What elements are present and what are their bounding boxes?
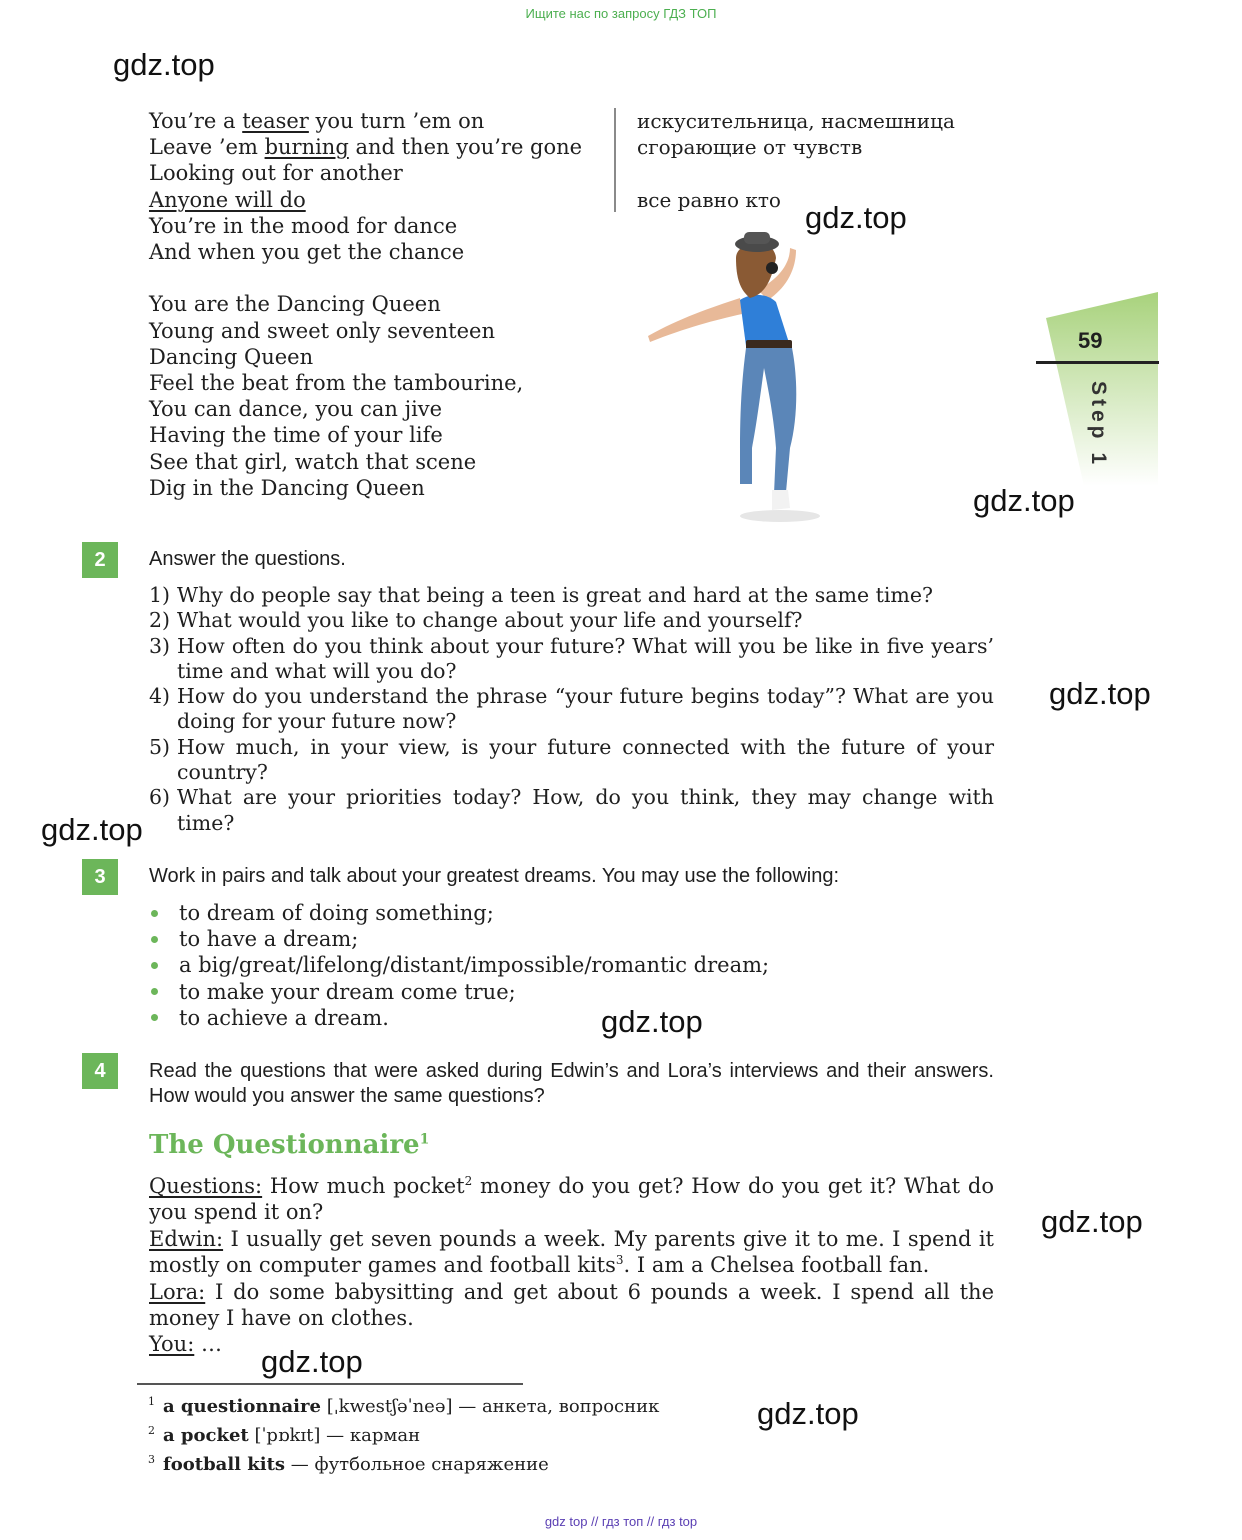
lyric-line: Dancing Queen <box>149 344 314 369</box>
lyric-line: Having the time of your life <box>149 423 443 448</box>
lyric-line: You’re a teaser you turn ’em on <box>149 109 485 133</box>
lyric-line: And when you get the chance <box>149 240 465 265</box>
question-item: 3) How often do you think about your future? What will you be like in five years’ time and what will you do? <box>149 633 994 683</box>
lyric-line: You’re in the mood for dance <box>149 213 458 238</box>
task-number-badge: 4 <box>82 1053 118 1089</box>
list-item: to make your dream come true; <box>149 979 769 1005</box>
lyric-line <box>149 265 582 291</box>
list-item: to dream of doing something; <box>149 900 769 926</box>
page-number: 59 <box>1078 328 1103 353</box>
lyric-line: See that girl, watch that scene <box>149 449 477 474</box>
lyric-line: Feel the beat from the tambourine, <box>149 371 524 396</box>
footnote: $^1$ a questionnaire [ˌkwestʃəˈneə] — анкета, вопросник <box>148 1395 660 1417</box>
watermark: gdz.top <box>261 1344 363 1379</box>
task-instruction: Read the questions that were asked during Edwin’s and Lora’s interviews and their answers. How would you answer the same questions? <box>149 1060 994 1107</box>
phrase-list <box>149 900 769 1031</box>
glossary-item: все равно кто <box>637 187 781 212</box>
bullet-icon <box>151 910 158 917</box>
watermark: gdz.top <box>757 1396 859 1431</box>
footnote: $^2$ a pocket [ˈpɒkɪt] — карман <box>148 1424 421 1446</box>
lyric-line: Leave ’em burning and then you’re gone <box>149 135 583 160</box>
song-lyrics <box>149 108 582 501</box>
lyric-line: Anyone will do <box>149 187 306 212</box>
watermark: gdz.top <box>41 812 143 847</box>
bullet-icon <box>151 988 158 995</box>
dancing-girl-image <box>640 228 840 526</box>
top-banner[interactable]: Ищите нас по запросу ГДЗ ТОП <box>525 6 717 21</box>
list-item: a big/great/lifelong/distant/impossible/romantic dream; <box>149 952 769 978</box>
task-number-badge: 2 <box>82 542 118 578</box>
lyric-line: Young and sweet only seventeen <box>149 318 495 343</box>
you-paragraph: You: … <box>149 1332 222 1357</box>
step-label: Step 1 <box>1087 381 1110 469</box>
watermark: gdz.top <box>805 200 907 235</box>
glossary-item: сгорающие от чувств <box>637 135 863 160</box>
lyric-line: You are the Dancing Queen <box>149 292 441 317</box>
list-item: to have a dream; <box>149 926 769 952</box>
glossary-divider <box>614 108 616 212</box>
watermark: gdz.top <box>1049 676 1151 711</box>
footnote-divider <box>137 1383 523 1385</box>
watermark: gdz.top <box>113 47 215 82</box>
bullet-icon <box>151 962 158 969</box>
footnote: $^3$ football kits — футбольное снаряжение <box>148 1453 549 1475</box>
watermark: gdz.top <box>1041 1204 1143 1239</box>
task-number-badge: 3 <box>82 859 118 895</box>
question-item: 4) How do you understand the phrase “your future begins today”? What are you doing for your future now? <box>149 684 994 734</box>
questions-paragraph: Questions: How much pocket$^2$ money do you get? How do you get it? What do you spend it on? <box>149 1174 994 1225</box>
footnotes <box>148 1390 659 1477</box>
glossary-item <box>637 160 955 186</box>
watermark: gdz.top <box>973 483 1075 518</box>
lyric-line: You can dance, you can jive <box>149 397 443 422</box>
glossary-item: искусительница, насмешница <box>637 109 955 133</box>
question-item: 1) Why do people say that being a teen is great and hard at the same time? <box>149 583 933 607</box>
lyric-line: Dig in the Dancing Queen <box>149 475 425 500</box>
watermark: gdz.top <box>601 1004 703 1039</box>
lyric-line: Looking out for another <box>149 161 403 186</box>
questionnaire-text <box>149 1173 994 1358</box>
task-instruction: Work in pairs and talk about your greatest dreams. You may use the following: <box>149 865 840 887</box>
footer-links[interactable]: gdz top // гдз топ // гдз top <box>544 1514 698 1529</box>
lora-paragraph: Lora: I do some babysitting and get about 6 pounds a week. I spend all the money I have on clothes. <box>149 1279 994 1331</box>
edwin-paragraph: Edwin: I usually get seven pounds a week. My parents give it to me. I spend it mostly on computer games and football kits$^3$. I am a Chelsea football fan. <box>149 1226 994 1278</box>
list-item: to achieve a dream. <box>149 1005 769 1031</box>
task-instruction: Answer the questions. <box>149 548 346 570</box>
glossary <box>637 108 955 213</box>
question-item: 2) What would you like to change about your life and yourself? <box>149 608 803 633</box>
questionnaire-title: The Questionnaire$^1$ <box>149 1130 430 1160</box>
bullet-icon <box>151 1014 158 1021</box>
question-item: 6) What are your priorities today? How, do you think, they may change with time? <box>149 785 994 835</box>
bullet-icon <box>151 936 158 943</box>
question-item: 5) How much, in your view, is your future connected with the future of your country? <box>149 734 994 785</box>
question-list <box>149 583 994 836</box>
